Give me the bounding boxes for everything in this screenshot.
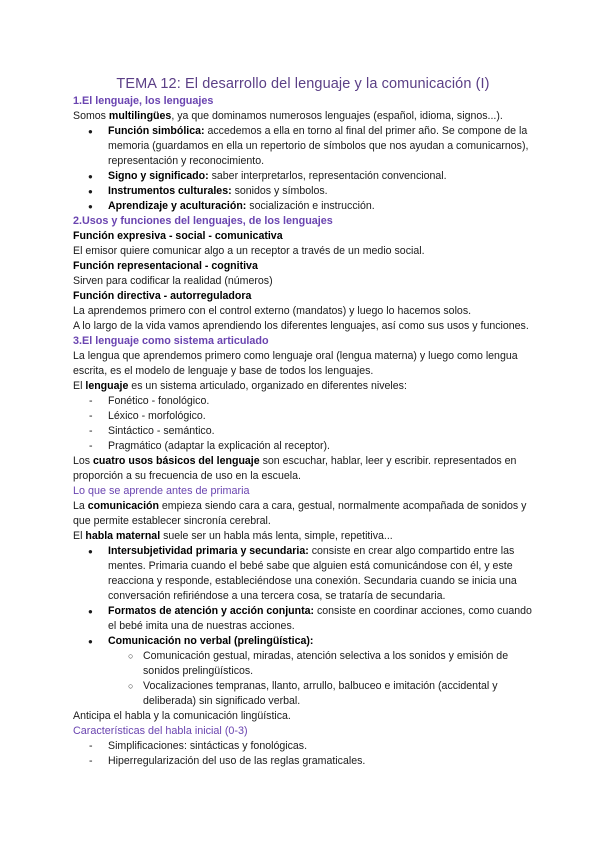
- paragraph: A lo largo de la vida vamos aprendiendo los diferentes lenguajes, así como sus usos y funciones.: [73, 320, 529, 332]
- paragraph: La aprendemos primero con el control externo (mandatos) y luego lo hacemos solos.: [73, 305, 472, 317]
- function-title: Función directiva - autorreguladora: [73, 290, 252, 302]
- list-item: ○ Comunicación gestual, miradas, atención selectiva a los sonidos y emisión de sonidos prelingüísticos.: [108, 649, 533, 679]
- paragraph: El emisor quiere comunicar algo a un receptor a través de un medio social.: [73, 245, 425, 257]
- list-item: - Simplificaciones: sintácticas y fonológicas.: [73, 739, 533, 754]
- dash-list: [73, 739, 533, 769]
- section-heading-3: 3.El lenguaje como sistema articulado: [73, 335, 269, 347]
- section-heading-1: 1.El lenguaje, los lenguajes: [73, 95, 214, 107]
- list-item: ● Instrumentos culturales: sonidos y símbolos.: [73, 184, 533, 199]
- bullet-list: [73, 544, 533, 709]
- list-item: ○ Vocalizaciones tempranas, llanto, arrullo, balbuceo e imitación (accidental y deliberada) sin significado verbal.: [108, 679, 533, 709]
- function-title: Función expresiva - social - comunicativa: [73, 230, 283, 242]
- subsection-heading: Características del habla inicial (0-3): [73, 725, 248, 737]
- sub-list: [108, 649, 533, 709]
- list-item: - Léxico - morfológico.: [73, 409, 533, 424]
- paragraph: La lengua que aprendemos primero como lenguaje oral (lengua materna) y luego como lengua escrita, es el modelo de lenguaje y base de todos los lenguajes.: [73, 350, 518, 377]
- paragraph: La comunicación empieza siendo cara a cara, gestual, normalmente acompañada de sonidos y que permite establecer sincronía cerebral.: [73, 500, 527, 527]
- list-item: - Fonético - fonológico.: [73, 394, 533, 409]
- paragraph: El habla maternal suele ser un habla más lenta, simple, repetitiva...: [73, 530, 393, 542]
- paragraph: Somos multilingües, ya que dominamos numerosos lenguajes (español, idioma, signos...).: [73, 110, 503, 122]
- list-item: ● Intersubjetividad primaria y secundaria: consiste en crear algo compartido entre las mentes. Primaria cuando el bebé sabe que alguien está comunicándose con él, y este reacciona y responde, estableciéndose una conexión. Secundaria cuando se inicia una conversación refiriéndose a una tercera cosa, se trataría de secundaria.: [73, 544, 533, 604]
- paragraph: Anticipa el habla y la comunicación lingüística.: [73, 710, 291, 722]
- list-item: - Hiperregularización del uso de las reglas gramaticales.: [73, 754, 533, 769]
- function-title: Función representacional - cognitiva: [73, 260, 258, 272]
- section-heading-2: 2.Usos y funciones del lenguajes, de los lenguajes: [73, 215, 333, 227]
- dash-list: [73, 394, 533, 454]
- paragraph: Los cuatro usos básicos del lenguaje son escuchar, hablar, leer y escribir. representados en proporción a su frecuencia de uso en la escuela.: [73, 455, 517, 482]
- subsection-heading: Lo que se aprende antes de primaria: [73, 485, 250, 497]
- list-item: ● Signo y significado: saber interpretarlos, representación convencional.: [73, 169, 533, 184]
- list-item: ● Comunicación no verbal (prelingüística): ○ Comunicación gestual, miradas, atención selectiva a los sonidos y emisión de sonidos prelingüísticos. ○ Vocalizaciones tempranas, llanto, arrullo, balbuceo e imitación (accidental y deliberada) sin significado verbal.: [73, 634, 533, 709]
- list-item: ● Formatos de atención y acción conjunta: consiste en coordinar acciones, como cuando el bebé imita una de nuestras acciones.: [73, 604, 533, 634]
- paragraph: El lenguaje es un sistema articulado, organizado en diferentes niveles:: [73, 380, 407, 392]
- list-item: - Pragmático (adaptar la explicación al receptor).: [73, 439, 533, 454]
- list-item: ● Función simbólica: accedemos a ella en torno al final del primer año. Se compone de la memoria (guardamos en ella un repertorio de símbolos que nos ayudan a comunicarnos), representación y reconocimiento.: [73, 124, 533, 169]
- document-page: [73, 74, 533, 769]
- list-item: ● Aprendizaje y aculturación: socialización e instrucción.: [73, 199, 533, 214]
- page-title: TEMA 12: El desarrollo del lenguaje y la comunicación (I): [116, 76, 490, 92]
- bullet-list: [73, 124, 533, 214]
- list-item: - Sintáctico - semántico.: [73, 424, 533, 439]
- paragraph: Sirven para codificar la realidad (números): [73, 275, 273, 287]
